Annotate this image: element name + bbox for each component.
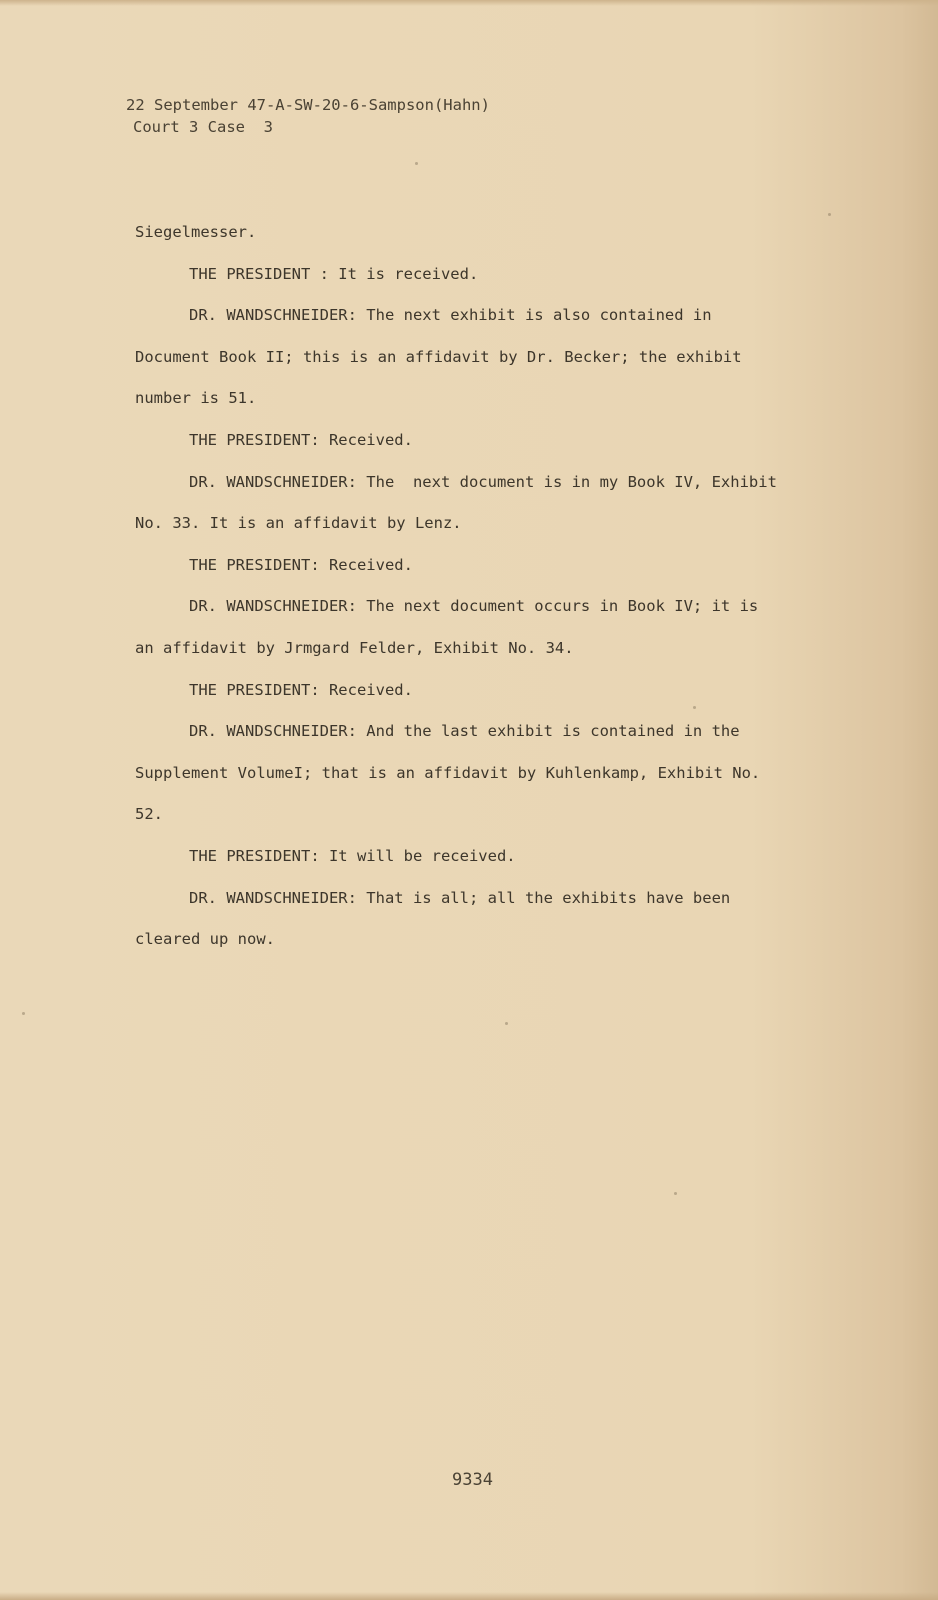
paper-speck [828,213,831,216]
header-date-reference: 22 September 47-A-SW-20-6-Sampson(Hahn) [126,96,490,114]
transcript-line: DR. WANDSCHNEIDER: The next exhibit is also contained in [189,306,712,325]
transcript-line: DR. WANDSCHNEIDER: The next document is in my Book IV, Exhibit [189,472,777,491]
transcript-line: THE PRESIDENT: Received. [189,680,413,699]
paper-speck [415,162,418,165]
transcript-line: an affidavit by Jrmgard Felder, Exhibit No. 34. [135,638,574,657]
document-header [126,94,490,138]
header-court-case: Court 3 Case 3 [133,118,273,136]
transcript-line: number is 51. [135,389,257,408]
transcript-line: Siegelmesser. [135,223,257,241]
transcript-line: 52. [135,805,163,824]
transcript-line: DR. WANDSCHNEIDER: That is all; all the exhibits have been [189,888,731,907]
transcript-line: DR. WANDSCHNEIDER: And the last exhibit is contained in the [189,722,740,741]
transcript-line: THE PRESIDENT : It is received. [189,264,479,283]
transcript-line: THE PRESIDENT: It will be received. [189,846,516,865]
page-number: 9334 [452,1470,493,1490]
transcript-line: No. 33. It is an affidavit by Lenz. [135,514,462,533]
transcript-body [135,212,855,961]
transcript-line: THE PRESIDENT: Received. [189,555,413,574]
transcript-line: DR. WANDSCHNEIDER: The next document occurs in Book IV; it is [189,597,759,616]
page-bottom-edge [0,1592,938,1600]
transcript-line: THE PRESIDENT: Received. [189,430,413,449]
paper-speck [505,1022,508,1025]
transcript-line: Supplement VolumeI; that is an affidavit by Kuhlenkamp, Exhibit No. [135,763,761,782]
page-top-edge [0,0,938,6]
transcript-line: Document Book II; this is an affidavit by Dr. Becker; the exhibit [135,347,742,366]
paper-speck [22,1012,25,1015]
paper-speck [693,706,696,709]
paper-speck [674,1192,677,1195]
transcript-line: cleared up now. [135,930,275,949]
